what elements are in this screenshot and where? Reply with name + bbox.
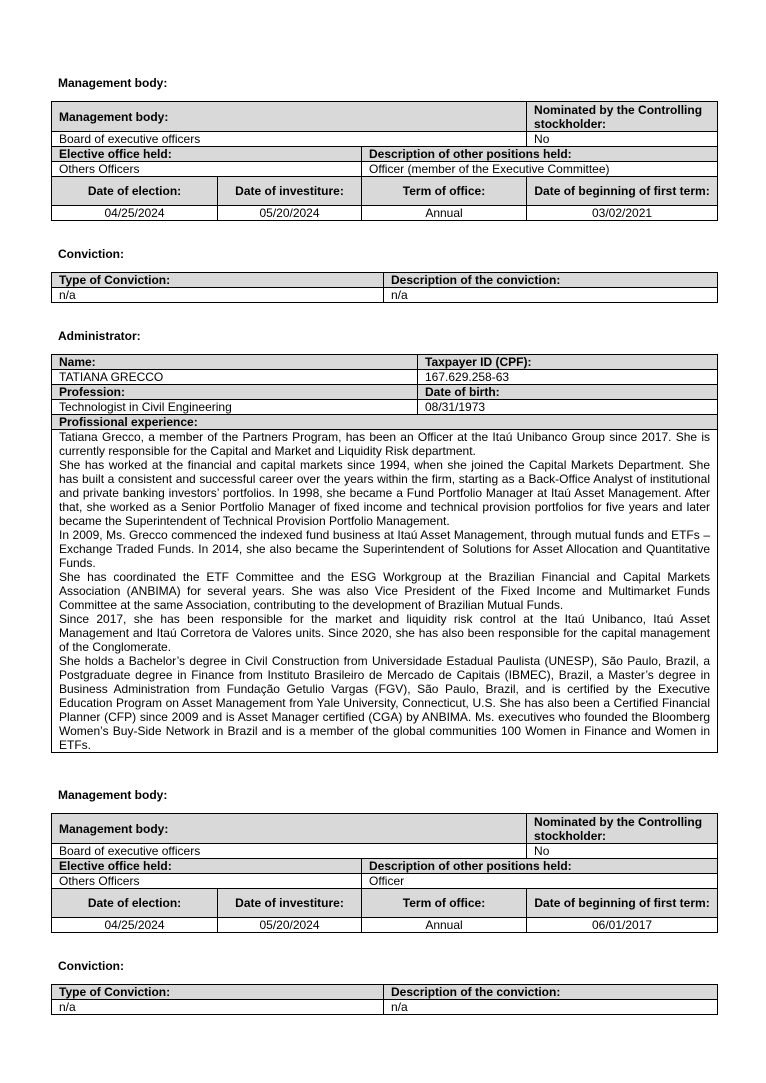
elective-office-value: Others Officers bbox=[52, 874, 362, 889]
header-term: Term of office: bbox=[362, 177, 527, 206]
header-elective-office: Elective office held: bbox=[52, 147, 362, 162]
conviction-description-value: n/a bbox=[384, 288, 718, 303]
header-elective-office: Elective office held: bbox=[52, 859, 362, 874]
header-conviction-description: Description of the conviction: bbox=[384, 985, 718, 1000]
conviction-table bbox=[51, 272, 718, 303]
header-professional-experience: Profissional experience: bbox=[52, 415, 718, 430]
header-management-body: Management body: bbox=[52, 814, 527, 844]
other-positions-value: Officer (member of the Executive Committee) bbox=[362, 162, 718, 177]
experience-paragraph: She has worked at the financial and capital markets since 1994, when she joined the Capital Markets Department. She has built a consistent and successful career over the years within the firm, starting as a Back-Office Analyst of institutional and private banking investors’ portfolios. In 1998, she became a Fund Portfolio Manager at Itaú Asset Management. After that, she worked as a Senior Portfolio Manager of fixed income and technical provision portfolios for five years and later became the Superintendent of Technical Provision Portfolio Management. bbox=[59, 458, 710, 528]
header-nominated: Nominated by the Controlling stockholder: bbox=[527, 814, 718, 844]
cpf-value: 167.629.258-63 bbox=[418, 370, 718, 385]
section-title-conviction: Conviction: bbox=[58, 959, 124, 973]
header-date-first-term: Date of beginning of first term: bbox=[527, 177, 718, 206]
date-of-birth-value: 08/31/1973 bbox=[418, 400, 718, 415]
header-term: Term of office: bbox=[362, 889, 527, 918]
experience-paragraph: Tatiana Grecco, a member of the Partners Program, has been an Officer at the Itaú Unibanco Group since 2017. She is currently responsible for the Capital and Market and Liquidity Risk department. bbox=[59, 430, 710, 458]
header-other-positions: Description of other positions held: bbox=[362, 859, 718, 874]
header-date-first-term: Date of beginning of first term: bbox=[527, 889, 718, 918]
profession-value: Technologist in Civil Engineering bbox=[52, 400, 418, 415]
section-title-management-body: Management body: bbox=[58, 788, 168, 802]
header-date-investiture: Date of investiture: bbox=[218, 889, 362, 918]
professional-experience-text bbox=[52, 430, 718, 753]
section-title-administrator: Administrator: bbox=[58, 329, 141, 343]
conviction-type-value: n/a bbox=[52, 1000, 384, 1015]
header-date-investiture: Date of investiture: bbox=[218, 177, 362, 206]
term-value: Annual bbox=[362, 206, 527, 221]
conviction-type-value: n/a bbox=[52, 288, 384, 303]
term-value: Annual bbox=[362, 918, 527, 933]
header-profession: Profession: bbox=[52, 385, 418, 400]
header-conviction-type: Type of Conviction: bbox=[52, 273, 384, 288]
management-body-value: Board of executive officers bbox=[52, 844, 527, 859]
date-election-value: 04/25/2024 bbox=[52, 918, 218, 933]
name-value: TATIANA GRECCO bbox=[52, 370, 418, 385]
management-body-table bbox=[51, 813, 718, 933]
header-management-body: Management body: bbox=[52, 102, 527, 132]
administrator-table bbox=[51, 354, 718, 753]
header-name: Name: bbox=[52, 355, 418, 370]
nominated-value: No bbox=[527, 132, 718, 147]
section-title-management-body: Management body: bbox=[58, 76, 168, 90]
header-conviction-description: Description of the conviction: bbox=[384, 273, 718, 288]
conviction-description-value: n/a bbox=[384, 1000, 718, 1015]
header-cpf: Taxpayer ID (CPF): bbox=[418, 355, 718, 370]
date-investiture-value: 05/20/2024 bbox=[218, 918, 362, 933]
date-first-term-value: 06/01/2017 bbox=[527, 918, 718, 933]
experience-paragraph: She holds a Bachelor’s degree in Civil Construction from Universidade Estadual Paulista (UNESP), São Paulo, Brazil, a Postgraduate degree in Finance from Instituto Brasileiro de Mercado de Capitais (IBMEC), Brazil, a Master’s degree in Business Administration from Fundação Getulio Vargas (FGV), São Paulo, Brazil, and is certified by the Executive Education Program on Asset Management from Yale University, Connecticut, U.S. She has also been a Certified Financial Planner (CFP) since 2009 and is Asset Manager certified (CGA) by ANBIMA. Ms. executives who founded the Bloomberg Women’s Buy-Side Network in Brazil and is a member of the global communities 100 Women in Finance and Women in ETFs. bbox=[59, 654, 710, 752]
header-date-of-birth: Date of birth: bbox=[418, 385, 718, 400]
header-conviction-type: Type of Conviction: bbox=[52, 985, 384, 1000]
header-nominated: Nominated by the Controlling stockholder: bbox=[527, 102, 718, 132]
date-investiture-value: 05/20/2024 bbox=[218, 206, 362, 221]
experience-paragraph: Since 2017, she has been responsible for the market and liquidity risk control at the Itaú Unibanco, Itaú Asset Management and Itaú Corretora de Valores units. Since 2020, she has also been responsible for the capital management of the Conglomerate. bbox=[59, 612, 710, 654]
nominated-value: No bbox=[527, 844, 718, 859]
other-positions-value: Officer bbox=[362, 874, 718, 889]
management-body-value: Board of executive officers bbox=[52, 132, 527, 147]
header-date-election: Date of election: bbox=[52, 177, 218, 206]
section-title-conviction: Conviction: bbox=[58, 247, 124, 261]
experience-paragraph: She has coordinated the ETF Committee and the ESG Workgroup at the Brazilian Financial and Capital Markets Association (ANBIMA) for several years. She was also Vice President of the Fixed Income and Multimarket Funds Committee at the same Association, contributing to the development of Brazilian Mutual Funds. bbox=[59, 570, 710, 612]
conviction-table bbox=[51, 984, 718, 1015]
elective-office-value: Others Officers bbox=[52, 162, 362, 177]
experience-paragraph: In 2009, Ms. Grecco commenced the indexed fund business at Itaú Asset Management, through mutual funds and ETFs – Exchange Traded Funds. In 2014, she also became the Superintendent of Solutions for Asset Allocation and Quantitative Funds. bbox=[59, 528, 710, 570]
management-body-table bbox=[51, 101, 718, 221]
header-other-positions: Description of other positions held: bbox=[362, 147, 718, 162]
date-election-value: 04/25/2024 bbox=[52, 206, 218, 221]
header-date-election: Date of election: bbox=[52, 889, 218, 918]
date-first-term-value: 03/02/2021 bbox=[527, 206, 718, 221]
